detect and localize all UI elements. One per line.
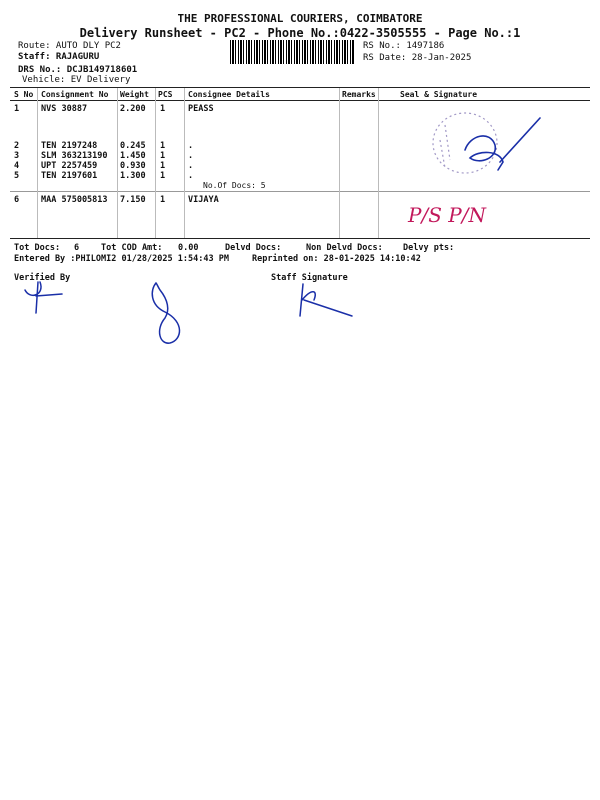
verified-by-signature (25, 282, 62, 313)
staff-signature-label: Staff Signature (271, 273, 348, 283)
row-1-weight: 2.200 (120, 104, 146, 114)
drs-number: DRS No.: DCJB149718601 (18, 65, 138, 75)
seal-signature-scribble (465, 118, 540, 170)
row-5-weight: 1.300 (120, 171, 146, 181)
row-6-pcs: 1 (160, 195, 166, 205)
row-5-consignee: . (188, 171, 194, 181)
row-6-sno: 6 (14, 195, 20, 205)
entered-by: Entered By :PHILOMI2 01/28/2025 1:54:43 PM (14, 254, 229, 264)
row-5-consignment: TEN 2197601 (41, 171, 98, 181)
row-6-consignee: VIJAYA (188, 195, 219, 205)
vehicle-text: Vehicle: EV Delivery (22, 75, 131, 85)
staff-signature-mark (300, 284, 352, 316)
group-doc-count: No.Of Docs: 5 (203, 181, 266, 190)
row-1-sno: 1 (14, 104, 20, 114)
faint-stamp (433, 113, 497, 173)
col-header-pcs: PCS (158, 90, 173, 99)
row-2-sno: 2 (14, 141, 20, 151)
delvd-docs-label: Delvd Docs: (225, 243, 282, 253)
col-header-seal-signature: Seal & Signature (400, 90, 478, 99)
rs-number: RS No.: 1497186 (363, 41, 445, 51)
row-4-sno: 4 (14, 161, 20, 171)
col-header-sno: S No (14, 90, 34, 99)
route-text: Route: AUTO DLY PC2 (18, 41, 121, 51)
non-delvd-docs-label: Non Delvd Docs: (306, 243, 383, 253)
row-3-weight: 1.450 (120, 151, 146, 161)
tot-docs-value: 6 (74, 243, 80, 253)
col-header-weight: Weight (120, 90, 149, 99)
handwritten-remark: P/S P/N (408, 203, 486, 227)
company-title: THE PROFESSIONAL COURIERS, COIMBATORE (177, 12, 423, 25)
row-4-weight: 0.930 (120, 161, 146, 171)
row-3-consignment: SLM 363213190 (41, 151, 108, 161)
row-2-weight: 0.245 (120, 141, 146, 151)
tot-docs-label: Tot Docs: (14, 243, 61, 253)
row-4-pcs: 1 (160, 161, 166, 171)
row-3-sno: 3 (14, 151, 20, 161)
row-4-consignment: UPT 2257459 (41, 161, 98, 171)
verified-by-label: Verified By (14, 273, 71, 283)
row-2-consignment: TEN 2197248 (41, 141, 98, 151)
reprinted-on: Reprinted on: 28-01-2025 14:10:42 (252, 254, 421, 264)
row-2-consignee: . (188, 141, 194, 151)
tot-cod-label: Tot COD Amt: (101, 243, 163, 253)
col-header-remarks: Remarks (342, 90, 376, 99)
row-2-pcs: 1 (160, 141, 166, 151)
verifier-second-signature (152, 283, 179, 343)
delvy-pts-label: Delvy pts: (403, 243, 455, 253)
col-header-consignment: Consignment No (41, 90, 109, 99)
row-4-consignee: . (188, 161, 194, 171)
staff-text: Staff: RAJAGURU (18, 52, 100, 62)
row-6-consignment: MAA 575005813 (41, 195, 108, 205)
tot-cod-value: 0.00 (178, 243, 199, 253)
row-3-pcs: 1 (160, 151, 166, 161)
row-1-consignment: NVS 30887 (41, 104, 88, 114)
col-header-consignee: Consignee Details (188, 90, 270, 99)
row-1-pcs: 1 (160, 104, 166, 114)
row-6-weight: 7.150 (120, 195, 146, 205)
row-5-sno: 5 (14, 171, 20, 181)
runsheet-subtitle: Delivery Runsheet - PC2 - Phone No.:0422-3505555 - Page No.:1 (79, 26, 521, 40)
row-5-pcs: 1 (160, 171, 166, 181)
rs-date: RS Date: 28-Jan-2025 (363, 53, 472, 63)
row-1-consignee: PEASS (188, 104, 214, 114)
row-3-consignee: . (188, 151, 194, 161)
